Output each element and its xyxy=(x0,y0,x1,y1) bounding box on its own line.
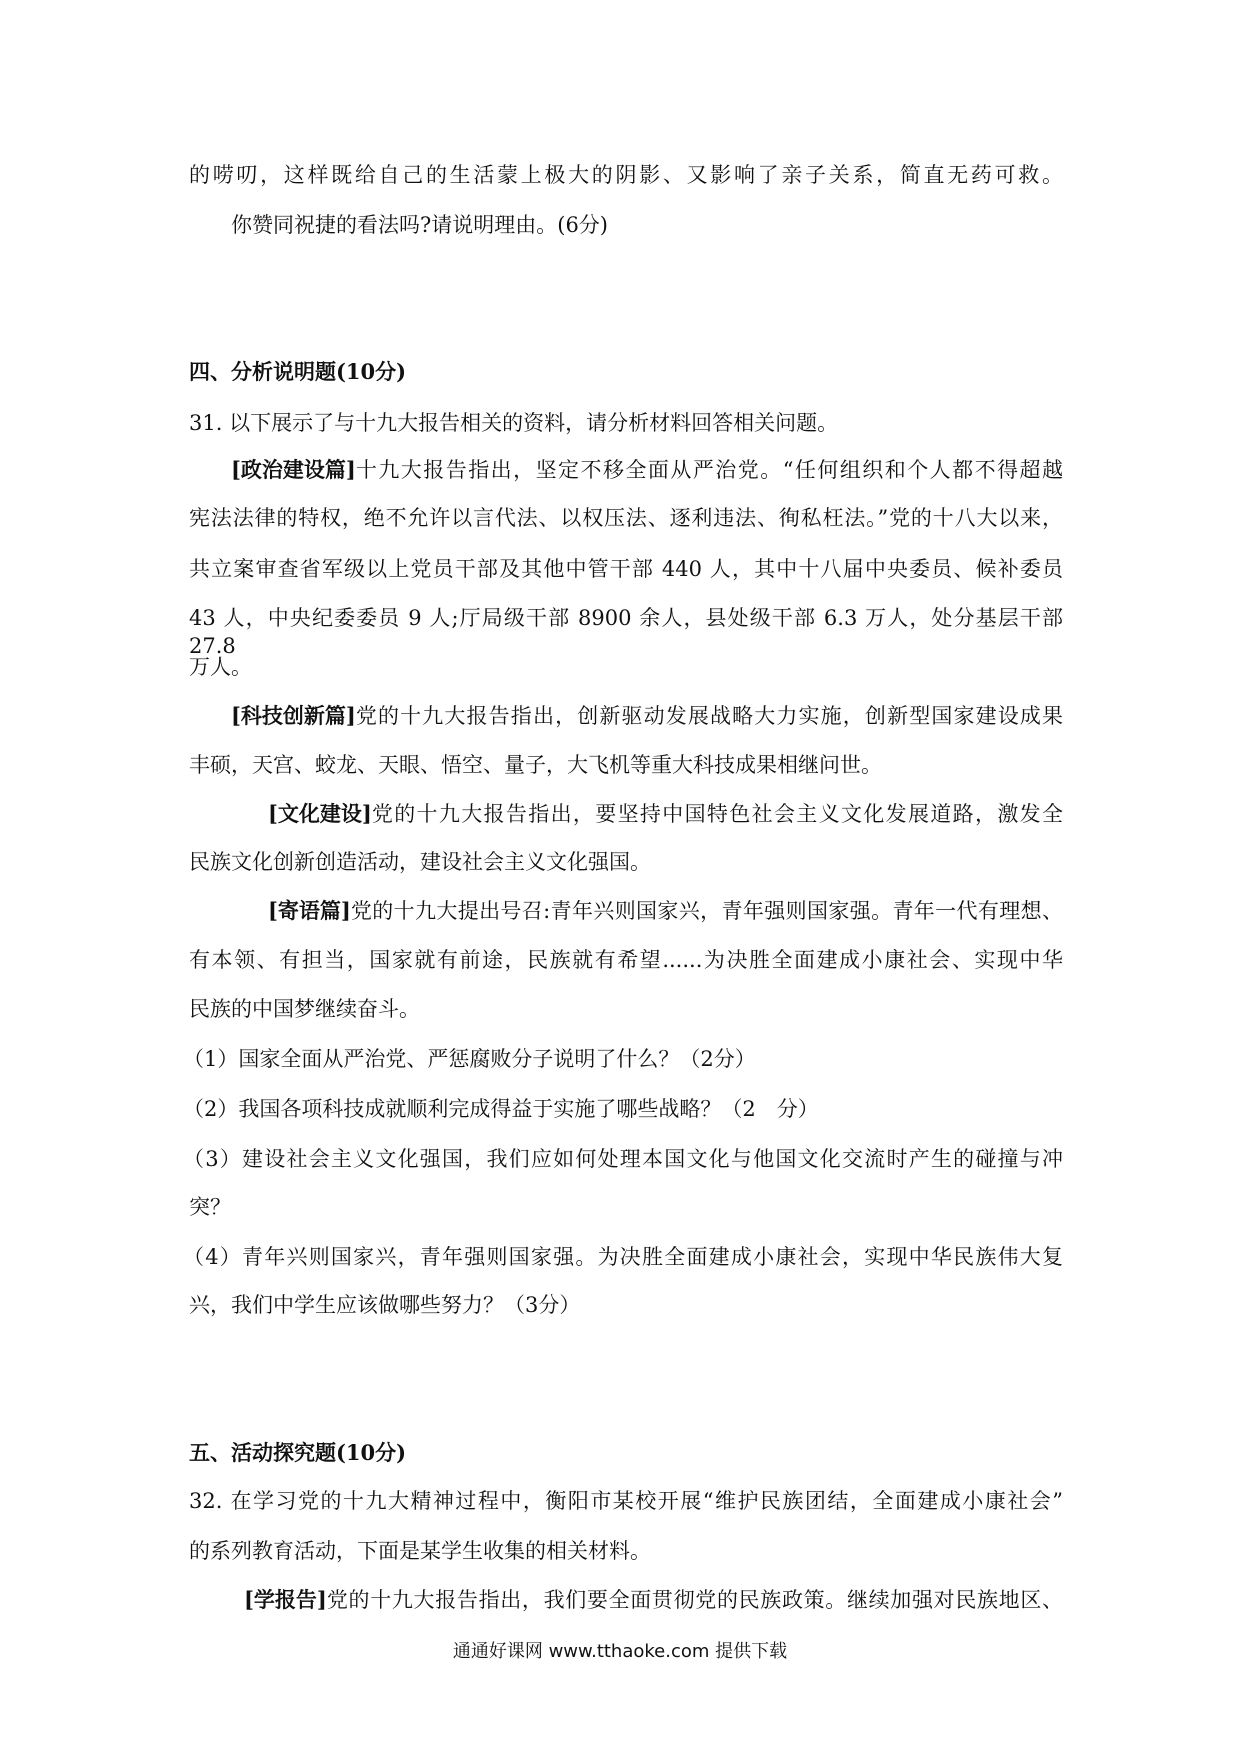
question-32: 32. 在学习党的十九大精神过程中，衡阳市某校开展“维护民族团结，全面建成小康社会” xyxy=(189,1489,1063,1513)
text-line: 兴，我们中学生应该做哪些努力？（3分） xyxy=(189,1293,581,1317)
text-line: 万人。 xyxy=(189,655,252,679)
text-line: 民族文化创新创造活动，建设社会主义文化强国。 xyxy=(189,850,651,874)
paragraph-tech xyxy=(231,702,1063,730)
text-line: 丰硕，天宫、蛟龙、天眼、悟空、量子，大飞机等重大科技成果相继问世。 xyxy=(189,753,882,777)
tag-report: [学报告] xyxy=(244,1587,327,1612)
paragraph-message xyxy=(268,897,1063,925)
sub-question-2: （2）我国各项科技成就顺利完成得益于实施了哪些战略？（2 分） xyxy=(183,1097,819,1121)
section-title-5: 五、活动探究题(10分) xyxy=(189,1440,407,1465)
text-line: 宪法法律的特权，绝不允许以言代法、以权压法、逐利违法、徇私枉法。”党的十八大以来， xyxy=(189,506,1063,530)
text-line: 的唠叨，这样既给自己的生活蒙上极大的阴影、又影响了亲子关系，简直无药可救。 xyxy=(189,163,1063,187)
text-line: 党的十九大报告指出，我们要全面贯彻党的民族政策。继续加强对民族地区、 xyxy=(326,1588,1063,1612)
question-prompt: 你赞同祝捷的看法吗?请说明理由。(6分) xyxy=(231,213,609,237)
paragraph-report xyxy=(244,1586,1063,1614)
sub-question-1: （1）国家全面从严治党、严惩腐败分子说明了什么？（2分） xyxy=(183,1047,756,1071)
footer-watermark: 通通好课网 www.tthaoke.com 提供下载 xyxy=(452,1641,788,1662)
tag-politics: [政治建设篇] xyxy=(231,457,356,482)
tag-message: [寄语篇] xyxy=(268,898,351,923)
text-line: 突？ xyxy=(189,1195,231,1219)
sub-question-4: （4）青年兴则国家兴，青年强则国家强。为决胜全面建成小康社会，实现中华民族伟大复 xyxy=(183,1245,1063,1269)
tag-culture: [文化建设] xyxy=(268,801,372,826)
text-line: 的系列教育活动，下面是某学生收集的相关材料。 xyxy=(189,1539,651,1563)
question-31: 31. 以下展示了与十九大报告相关的资料，请分析材料回答相关问题。 xyxy=(189,411,839,435)
text-line: 共立案审查省军级以上党员干部及其他中管干部 440 人，其中十八届中央委员、候补委员 xyxy=(189,557,1063,581)
text-line: 党的十九大报告指出，要坚持中国特色社会主义文化发展道路，激发全 xyxy=(371,802,1063,826)
tag-tech: [科技创新篇] xyxy=(231,703,356,728)
text-line: 43 人，中央纪委委员 9 人;厅局级干部 8900 余人，县处级干部 6.3 万人，处分基层干部 27.8 xyxy=(189,606,1063,658)
paragraph-culture xyxy=(268,800,1063,828)
text-line: 党的十九大提出号召:青年兴则国家兴，青年强则国家强。青年一代有理想、 xyxy=(350,899,1063,923)
section-title-4: 四、分析说明题(10分) xyxy=(189,359,407,384)
sub-question-3: （3）建设社会主义文化强国，我们应如何处理本国文化与他国文化交流时产生的碰撞与冲 xyxy=(183,1147,1063,1171)
text-line: 民族的中国梦继续奋斗。 xyxy=(189,997,420,1021)
paragraph-politics xyxy=(231,456,1063,484)
text-line: 党的十九大报告指出，创新驱动发展战略大力实施，创新型国家建设成果 xyxy=(355,704,1063,728)
text-line: 十九大报告指出，坚定不移全面从严治党。“任何组织和个人都不得超越 xyxy=(355,458,1063,482)
text-line: 有本领、有担当，国家就有前途，民族就有希望......为决胜全面建成小康社会、实现中华 xyxy=(189,948,1063,972)
